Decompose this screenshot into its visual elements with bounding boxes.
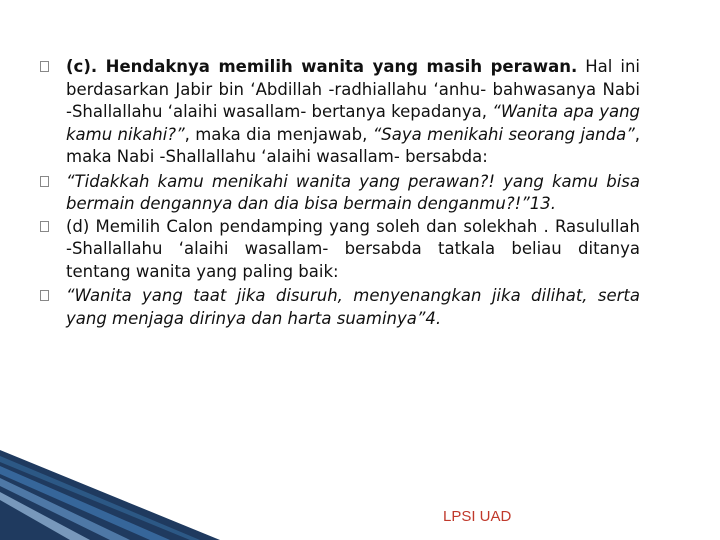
bullet-text: Hal ini berdasarkan Jabir bin ‘Abdillah -radhiallahu ‘anhu- bahwasanya Nabi -Shallallahu ‘alaihi wasallam- bertanya kepadanya,: [66, 57, 640, 121]
bullet-text: “Tidakkah kamu menikahi wanita yang perawan?! yang kamu bisa bermain dengannya dan dia bisa bermain denganmu?!”13.: [66, 171, 640, 213]
bullet-item: [40, 285, 640, 330]
footer-label: LPSI UAD: [443, 508, 512, 525]
bullet-lead: (c). Hendaknya memilih wanita yang masih perawan.: [66, 57, 578, 76]
bullet-quote: “Wanita apa yang kamu nikahi?”: [66, 102, 641, 144]
bullet-box-icon: [40, 290, 49, 301]
bullet-text: “Wanita yang taat jika disuruh, menyenangkan jika dilihat, serta yang menjaga dirinya dan harta suaminya”4.: [66, 286, 640, 328]
bullet-item: [40, 56, 640, 169]
bullet-quote: “Saya menikahi seorang janda”: [372, 124, 635, 144]
bullet-box-icon: [40, 176, 49, 187]
bullet-text: , maka dia menjawab,: [184, 124, 373, 144]
bullet-box-icon: [40, 221, 49, 232]
bullet-box-icon: [40, 61, 49, 72]
bullet-text: (d) Memilih Calon pendamping yang soleh dan solekhah . Rasulullah -Shallallahu ‘alaihi wasallam- bersabda tatkala beliau ditanya tentang wanita yang paling baik:: [66, 216, 640, 281]
bullet-list: [40, 56, 640, 330]
decorative-swoosh: [0, 450, 720, 540]
bullet-item: [40, 216, 640, 284]
bullet-item: [40, 171, 640, 216]
bullet-text: , maka Nabi -Shallallahu ‘alaihi wasallam- bersabda:: [66, 124, 641, 166]
